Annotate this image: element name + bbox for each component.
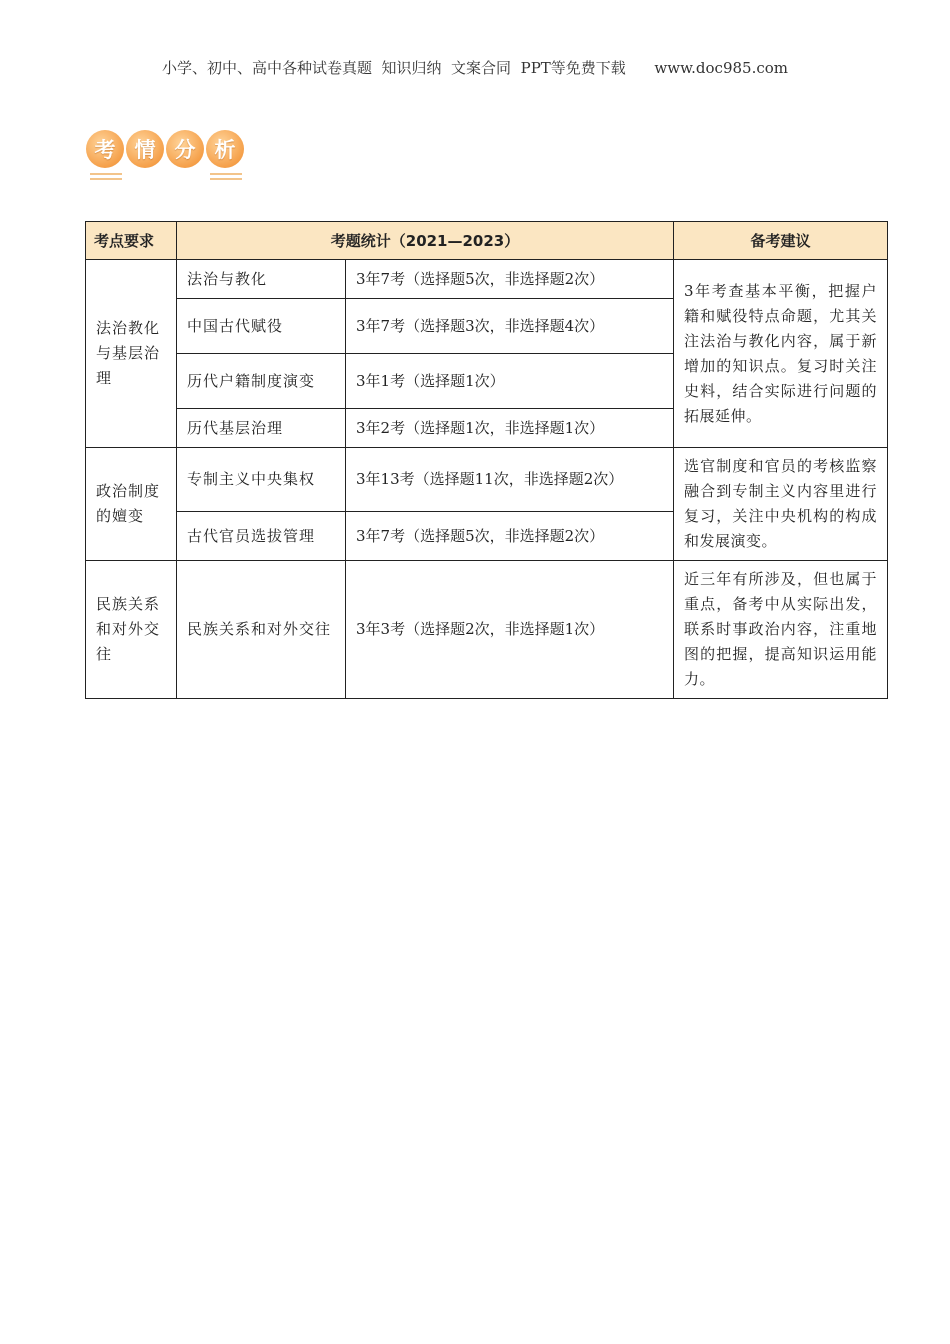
header-topic: 考点要求 (86, 222, 177, 260)
subtopic-cell: 古代官员选拔管理 (177, 512, 346, 561)
header-site-text: 小学、初中、高中各种试卷真题 知识归纳 文案合同 PPT等免费下载 (161, 59, 626, 77)
subtopic-cell: 专制主义中央集权 (177, 448, 346, 512)
table-row (86, 448, 888, 512)
header-url: www.doc985.com (654, 59, 788, 77)
badge-char-3: 分 (166, 130, 204, 168)
table-row (86, 260, 888, 299)
table-row (86, 561, 888, 699)
stat-cell: 3年7考（选择题5次，非选择题2次） (346, 260, 674, 299)
badge-char-2: 情 (126, 130, 164, 168)
stat-cell: 3年2考（选择题1次，非选择题1次） (346, 409, 674, 448)
advice-cell: 3年考查基本平衡，把握户籍和赋役特点命题，尤其关注法治与教化内容，属于新增加的知识点。复习时关注史料，结合实际进行问题的拓展延伸。 (674, 260, 888, 448)
stat-cell: 3年13考（选择题11次，非选择题2次） (346, 448, 674, 512)
table-header-row (86, 222, 888, 260)
subtopic-cell: 历代户籍制度演变 (177, 354, 346, 409)
stat-cell: 3年3考（选择题2次，非选择题1次） (346, 561, 674, 699)
badge-char-1: 考 (86, 130, 124, 168)
topic-cell: 政治制度的嬗变 (86, 448, 177, 561)
section-badge (86, 130, 244, 186)
badge-underline (90, 173, 242, 183)
badge-char-4: 析 (206, 130, 244, 168)
topic-cell: 民族关系和对外交往 (86, 561, 177, 699)
header-advice: 备考建议 (674, 222, 888, 260)
stat-cell: 3年7考（选择题3次，非选择题4次） (346, 299, 674, 354)
subtopic-cell: 法治与教化 (177, 260, 346, 299)
topic-cell: 法治教化与基层治理 (86, 260, 177, 448)
advice-cell: 选官制度和官员的考核监察融合到专制主义内容里进行复习，关注中央机构的构成和发展演变。 (674, 448, 888, 561)
page-header (0, 57, 950, 78)
exam-analysis-table (85, 221, 888, 699)
header-stats: 考题统计（2021—2023） (177, 222, 674, 260)
subtopic-cell: 历代基层治理 (177, 409, 346, 448)
stat-cell: 3年7考（选择题5次，非选择题2次） (346, 512, 674, 561)
advice-cell: 近三年有所涉及，但也属于重点，备考中从实际出发，联系时事政治内容，注重地图的把握，提高知识运用能力。 (674, 561, 888, 699)
stat-cell: 3年1考（选择题1次） (346, 354, 674, 409)
subtopic-cell: 中国古代赋役 (177, 299, 346, 354)
subtopic-cell: 民族关系和对外交往 (177, 561, 346, 699)
